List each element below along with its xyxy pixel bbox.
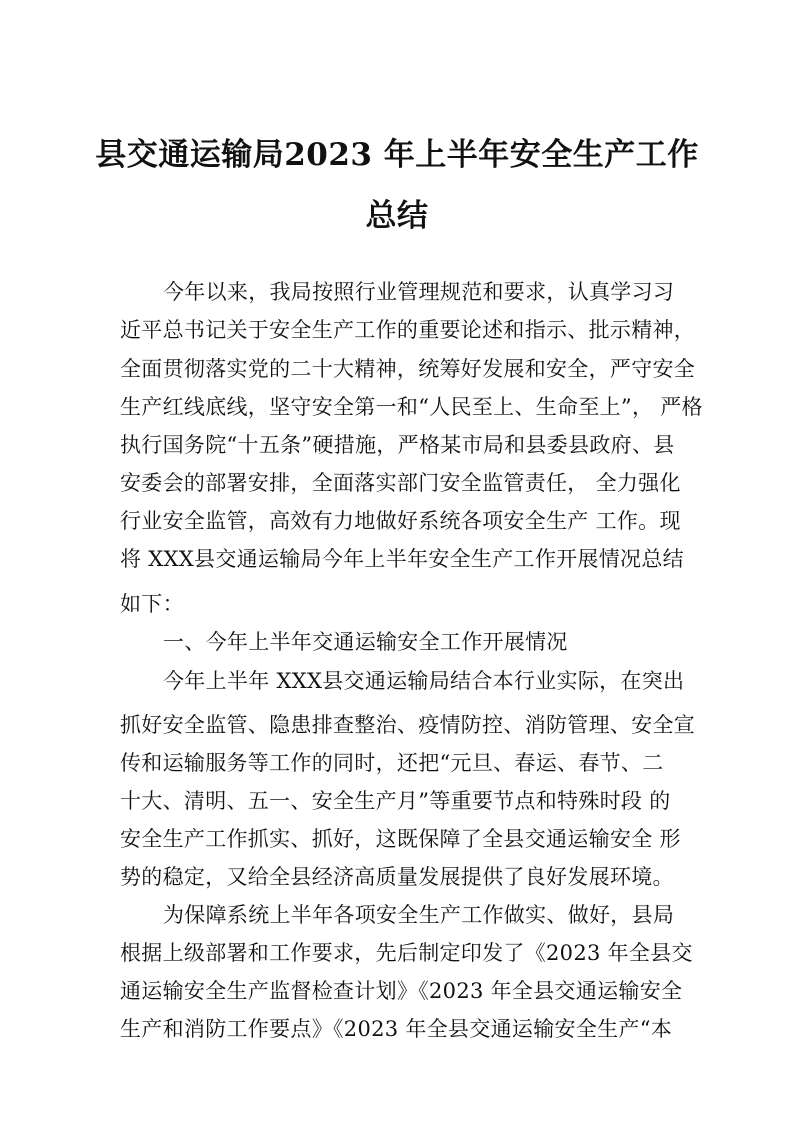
body-line: 今年以来，我局按照行业管理规范和要求，认真学习习 — [163, 280, 675, 304]
body-line: 十大、清明、五一、安全生产月”等重要节点和特殊时段 的 — [120, 789, 671, 813]
body-line: 将 XXX县交通运输局今年上半年安全生产工作开展情况总结 — [120, 547, 684, 571]
body-line: 势的稳定，又给全县经济高质量发展提供了良好发展环境。 — [120, 865, 674, 889]
body-line: 抓好安全监管、隐患排查整治、疫情防控、消防管理、安全宣 — [120, 713, 696, 737]
body-line: 安全生产工作抓实、抓好，这既保障了全县交通运输安全 形 — [120, 827, 681, 851]
body-line: 生产和消防工作要点》《2023 年全县交通运输安全生产“本 — [120, 1017, 673, 1041]
body-line: 生产红线底线，坚守安全第一和“人民至上、生命至上”， 严格 — [120, 395, 703, 419]
document-title-line-2: 总结 — [365, 198, 429, 234]
body-line: 近平总书记关于安全生产工作的重要论述和指示、批示精神， — [120, 318, 696, 342]
section-heading: 一、今年上半年交通运输安全工作开展情况 — [163, 630, 568, 654]
body-line: 安委会的部署安排，全面落实部门安全监管责任， 全力强化 — [120, 471, 681, 495]
body-line: 全面贯彻落实党的二十大精神，统筹好发展和安全，严守安全 — [120, 357, 696, 381]
body-line: 通运输安全生产监督检查计划》《2023 年全县交通运输安全 — [120, 979, 683, 1003]
body-line: 如下： — [120, 592, 184, 616]
document-title-line-1: 县交通运输局2023 年上半年安全生产工作 — [95, 137, 699, 173]
body-line: 根据上级部署和工作要求，先后制定印发了《2023 年全县交 — [120, 941, 693, 965]
body-line: 今年上半年 XXX县交通运输局结合本行业实际，在突出 — [163, 669, 685, 693]
body-line: 行业安全监管，高效有力地做好系统各项安全生产 工作。现 — [120, 509, 681, 533]
body-line: 为保障系统上半年各项安全生产工作做实、做好，县局 — [163, 903, 675, 927]
body-line: 执行国务院“十五条”硬措施，严格某市局和县委县政府、县 — [120, 433, 675, 457]
body-line: 传和运输服务等工作的同时，还把“元旦、春运、春节、二 — [120, 751, 664, 775]
